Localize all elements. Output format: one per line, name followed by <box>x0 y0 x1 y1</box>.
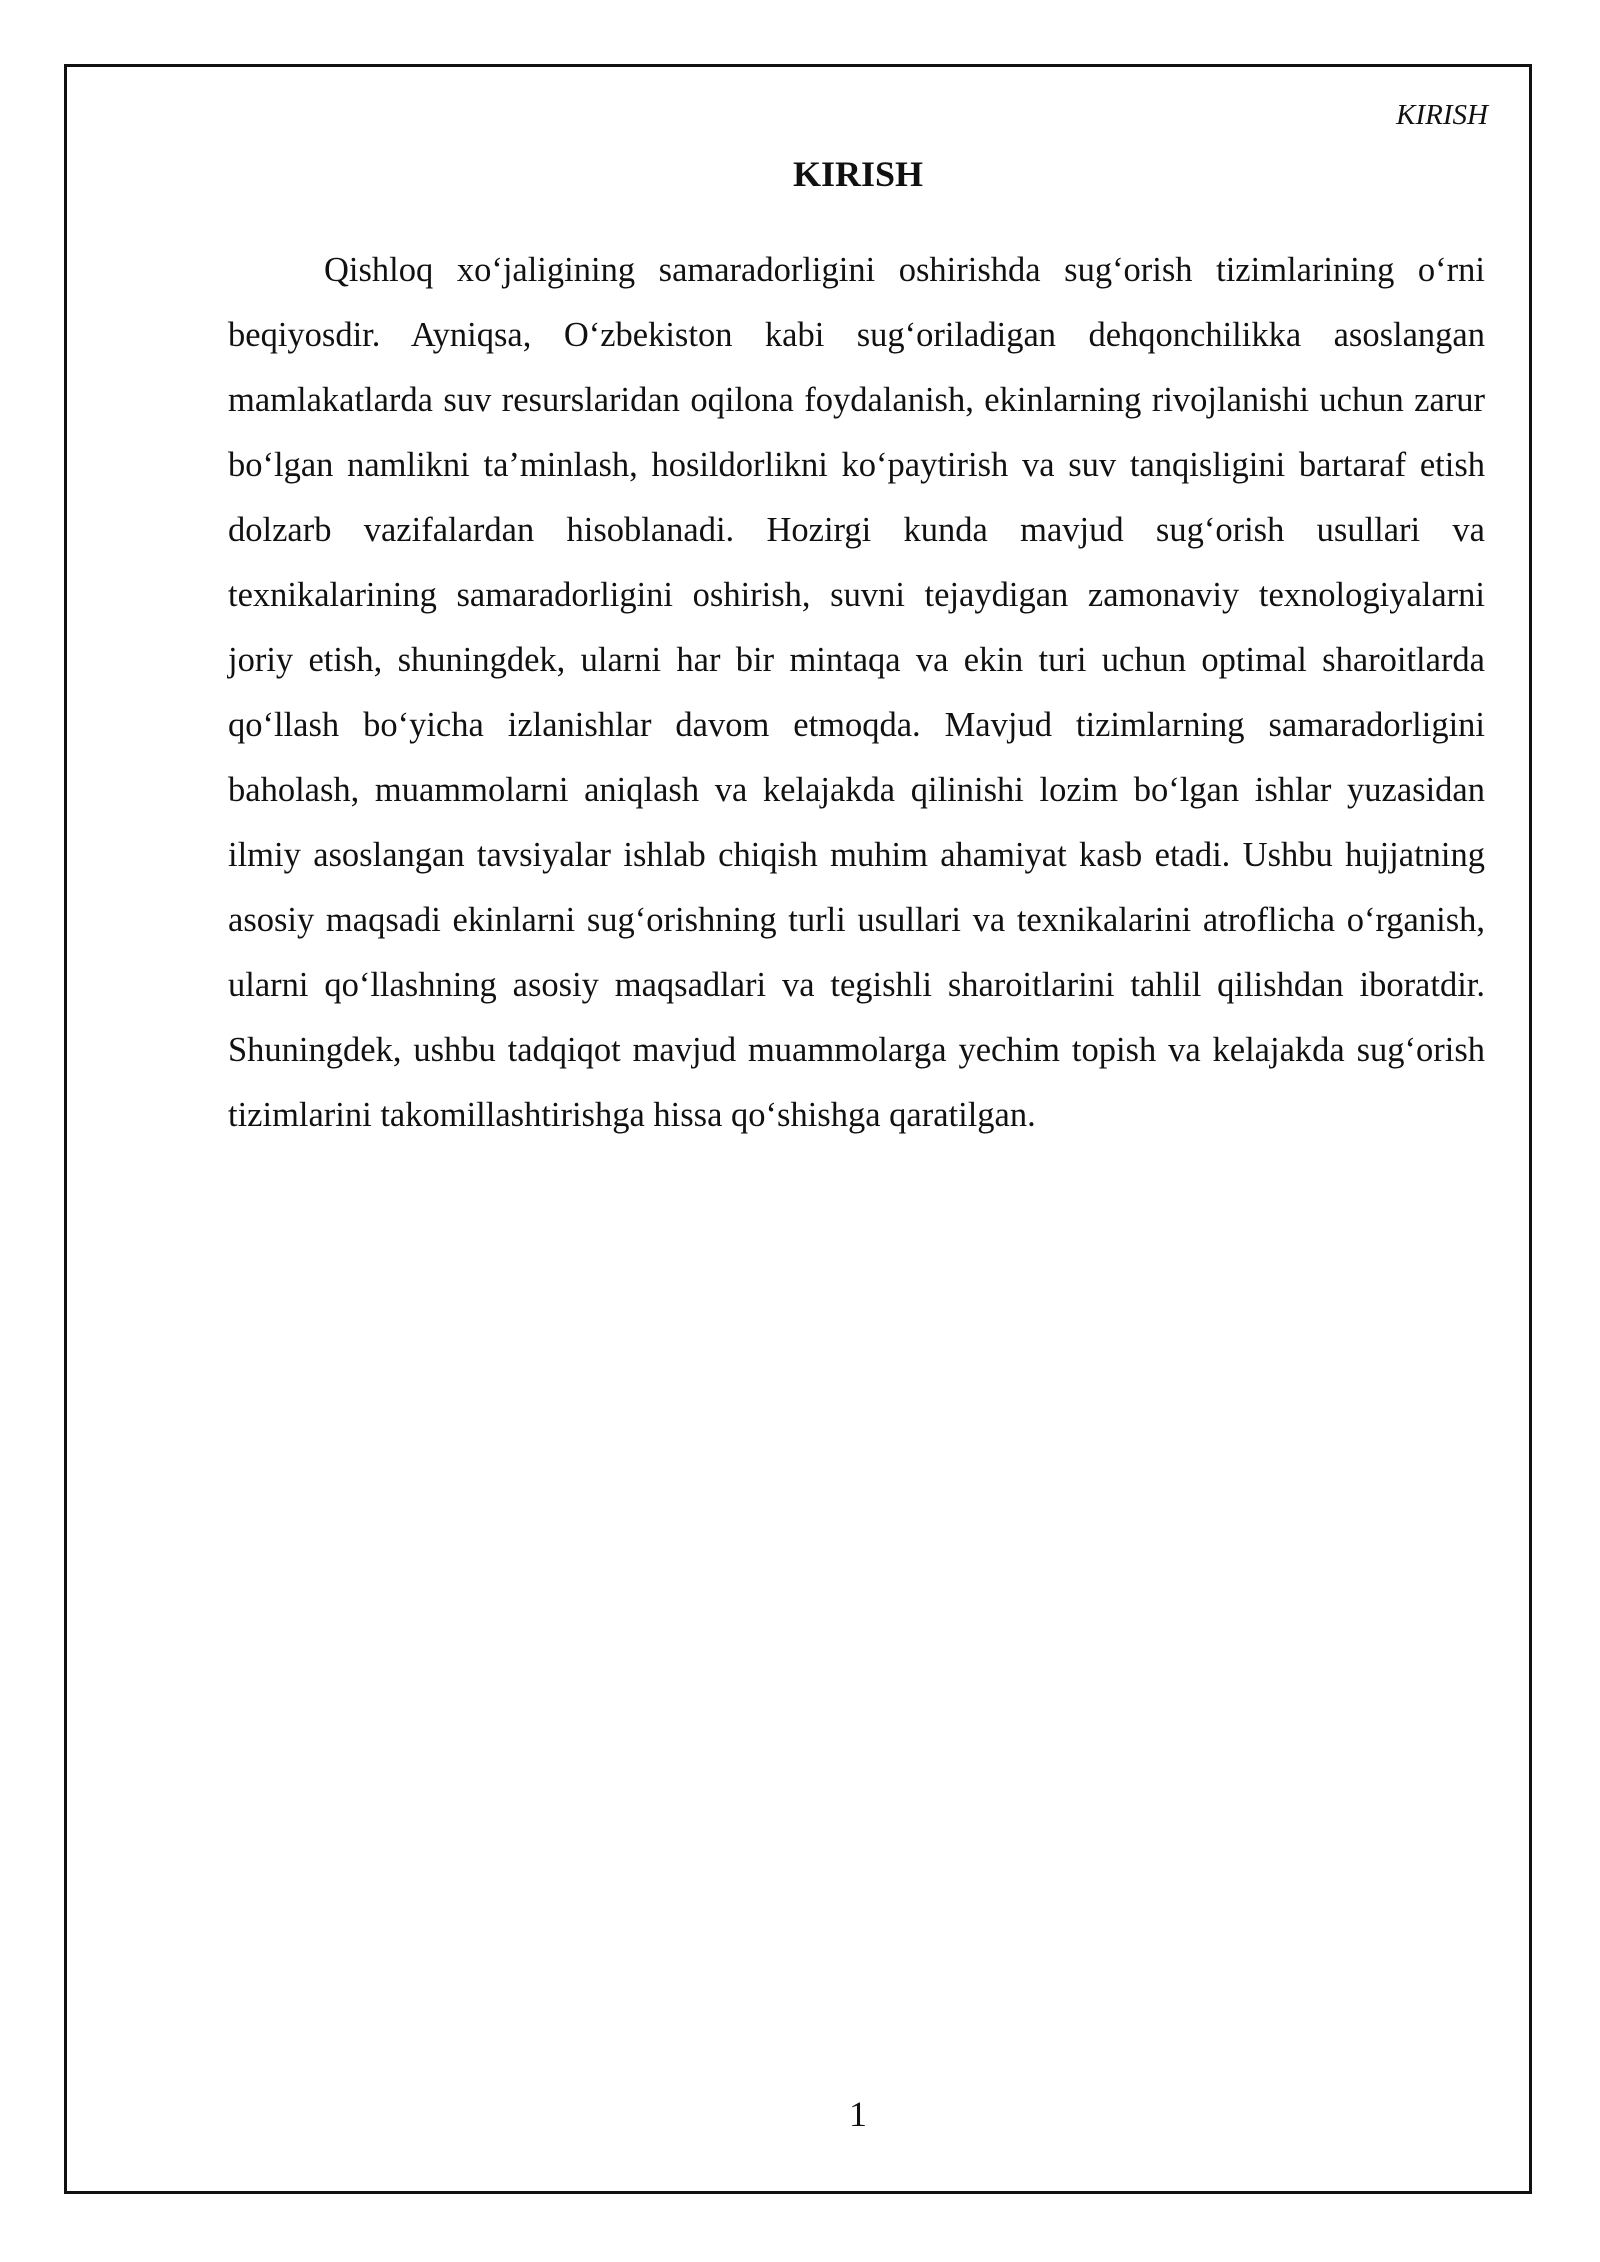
page-number: 1 <box>849 2094 867 2134</box>
body-paragraph: Qishloq xo‘jaligining samaradorligini oshirishda sug‘orish tizimlarining o‘rni beqiyosdir. Ayniqsa, O‘zbekiston kabi sug‘oriladigan dehqonchilikka asoslangan mamlakatlarda suv resurslaridan oqilona foydalanish, ekinlarning rivojlanishi uchun zarur bo‘lgan namlikni ta’minlash, hosildorlikni ko‘paytirish va suv tanqisligini bartaraf etish dolzarb vazifalardan hisoblanadi. Hozirgi kunda mavjud sug‘orish usullari va texnikalarining samaradorligini oshirish, suvni tejaydigan zamonaviy texnologiyalarni joriy etish, shuningdek, ularni har bir mintaqa va ekin turi uchun optimal sharoitlarda qo‘llash bo‘yicha izlanishlar davom etmoqda. Mavjud tizimlarning samaradorligini baholash, muammolarni aniqlash va kelajakda qilinishi lozim bo‘lgan ishlar yuzasidan ilmiy asoslangan tavsiyalar ishlab chiqish muhim ahamiyat kasb etadi. Ushbu hujjatning asosiy maqsadi ekinlarni sug‘orishning turli usullari va texnikalarini atroflicha o‘rganish, ularni qo‘llashning asosiy maqsadlari va tegishli sharoitlarini tahlil qilishdan iboratdir. Shuningdek, ushbu tadqiqot mavjud muammolarga yechim topish va kelajakda sug‘orish tizimlarini takomillashtirishga hissa qo‘shishga qaratilgan. <box>228 251 1485 1134</box>
section-heading: KIRISH <box>792 154 924 194</box>
running-header: KIRISH <box>1396 99 1488 131</box>
